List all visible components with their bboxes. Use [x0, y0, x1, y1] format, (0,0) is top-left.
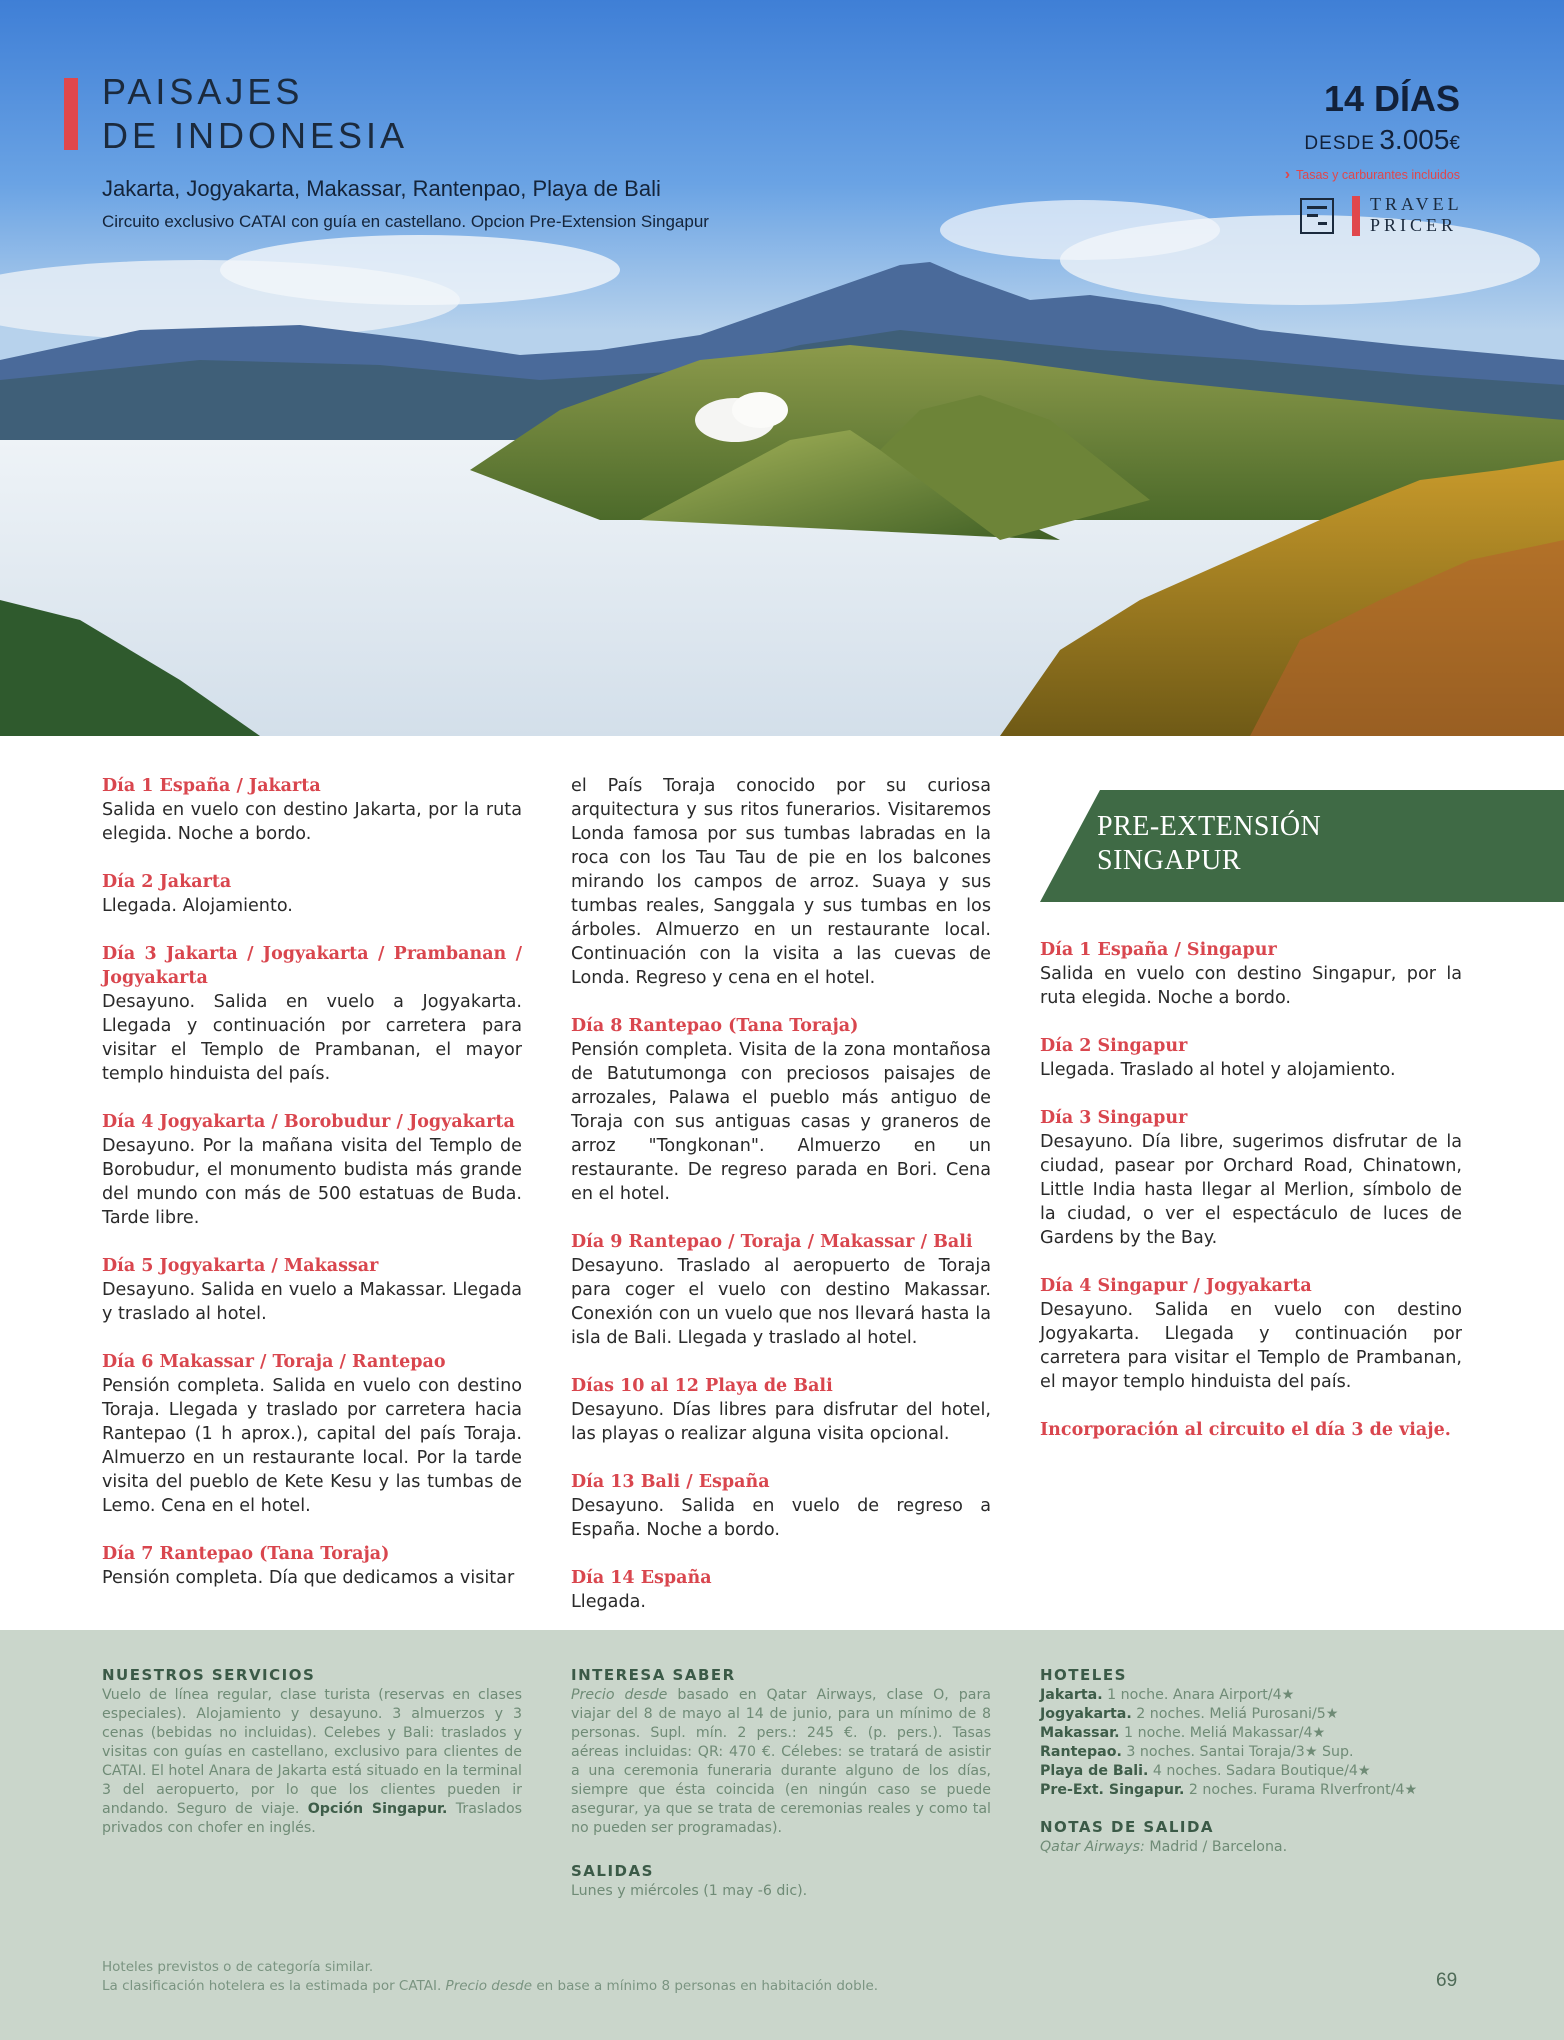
- page-title: [102, 70, 408, 158]
- price-from-italic: Precio desde: [571, 1687, 668, 1703]
- pre-extension-title-line-2: SINGAPUR: [1097, 845, 1242, 876]
- day-text: Desayuno. Salida en vuelo a Jogyakarta. Llegada y continuación por carretera para visitar el Templo de Prambanan, el mayor templo hinduista del país.: [102, 992, 522, 1084]
- footer-note-part-b: Precio desde: [445, 1978, 533, 1994]
- footer-note-line-1: Hoteles previstos o de categoría similar.: [102, 1959, 374, 1975]
- footer-note-line-2: [102, 1977, 878, 1996]
- hotel-item: [1040, 1686, 1462, 1705]
- airline-name: Qatar Airways:: [1040, 1839, 1145, 1855]
- services-box: [102, 1666, 522, 1838]
- services-heading: NUESTROS SERVICIOS: [102, 1666, 316, 1684]
- day-title: Días 10 al 12 Playa de Bali: [571, 1376, 833, 1396]
- departure-notes-heading: NOTAS DE SALIDA: [1040, 1818, 1215, 1836]
- itinerary-day: [571, 1566, 991, 1614]
- hotel-item: [1040, 1762, 1462, 1781]
- day-title: Día 4 Singapur / Jogyakarta: [1040, 1276, 1312, 1296]
- itinerary-column-1: [102, 774, 522, 1614]
- chevron-right-icon: ›: [1284, 166, 1291, 183]
- hotel-item: [1040, 1724, 1462, 1743]
- day-title: Día 1 España / Jakarta: [102, 776, 321, 796]
- day-text: Desayuno. Salida en vuelo de regreso a España. Noche a bordo.: [571, 1496, 991, 1540]
- interest-text: [571, 1686, 991, 1838]
- price-amount: 3.005: [1379, 124, 1450, 155]
- day-text: Desayuno. Salida en vuelo con destino Jogyakarta. Llegada y continuación por carretera para visitar el Templo de Prambanan, el mayor templo hinduista del país.: [1040, 1300, 1462, 1392]
- day-text: Desayuno. Día libre, sugerimos disfrutar de la ciudad, pasear por Orchard Road, Chinatown, Little India hasta llegar al Merlion, símbolo de la ciudad, o ver el espectáculo de luces de Gardens by the Bay.: [1040, 1132, 1462, 1248]
- hotel-item: [1040, 1781, 1462, 1800]
- day-title: Día 7 Rantepao (Tana Toraja): [102, 1544, 390, 1564]
- calculator-icon: [1300, 198, 1334, 234]
- itinerary-day: [102, 774, 522, 846]
- itinerary-day: [102, 870, 522, 918]
- hotel-city: Rantepao.: [1040, 1744, 1122, 1760]
- footer-note: [102, 1958, 878, 1996]
- price-from: [1304, 124, 1460, 156]
- day-title: Día 9 Rantepao / Toraja / Makassar / Bali: [571, 1232, 973, 1252]
- price-currency: €: [1449, 133, 1460, 154]
- price-from-label: DESDE: [1304, 133, 1375, 154]
- title-accent-bar: [64, 78, 78, 150]
- itinerary-day: [571, 1470, 991, 1542]
- pre-extension-day: [1040, 1106, 1462, 1250]
- day-text: Desayuno. Salida en vuelo a Makassar. Llegada y traslado al hotel.: [102, 1280, 522, 1324]
- day-title: Día 5 Jogyakarta / Makassar: [102, 1256, 379, 1276]
- hotel-detail: 1 noche. Anara Airport/4★: [1102, 1687, 1295, 1703]
- day-title: Día 4 Jogyakarta / Borobudur / Jogyakarta: [102, 1112, 515, 1132]
- interest-box: [571, 1666, 991, 1901]
- day-title: Día 2 Singapur: [1040, 1036, 1188, 1056]
- route-cities: Jakarta, Jogyakarta, Makassar, Rantenpao, Playa de Bali: [102, 176, 661, 201]
- day-text: Desayuno. Por la mañana visita del Templo de Borobudur, el monumento budista más grande del mundo con más de 500 estatuas de Buda. Tarde libre.: [102, 1136, 522, 1228]
- day-text: Pensión completa. Salida en vuelo con destino Toraja. Llegada y traslado por carretera hacia Rantepao (1 h aprox.), capital del país Toraja. Almuerzo en un restaurante local. Por la tarde visita del pueblo de Kete Kesu y las tumbas de Lemo. Cena en el hotel.: [102, 1376, 522, 1516]
- title-line-2: DE INDONESIA: [102, 115, 409, 156]
- hotel-detail: 2 noches. Meliá Purosani/5★: [1131, 1706, 1339, 1722]
- title-line-1: PAISAJES: [102, 71, 304, 112]
- day-text: Llegada. Alojamiento.: [102, 896, 293, 916]
- itinerary-day: [102, 1542, 522, 1590]
- itinerary-day: [102, 1110, 522, 1230]
- pricer-accent-bar: [1352, 196, 1360, 236]
- singapore-option-text: Traslados privados con chofer en inglés.: [102, 1801, 523, 1836]
- pricer-line-2: PRICER: [1370, 215, 1458, 235]
- day-title: Día 2 Jakarta: [102, 872, 232, 892]
- departures-heading: SALIDAS: [571, 1862, 654, 1880]
- itinerary-day-continued: [571, 774, 991, 990]
- hotel-detail: 2 noches. Furama RIverfront/4★: [1184, 1782, 1418, 1798]
- hotel-detail: 4 noches. Sadara Boutique/4★: [1148, 1763, 1371, 1779]
- pre-extension-title: [1097, 810, 1321, 878]
- departures-text: Lunes y miércoles (1 may -6 dic).: [571, 1883, 808, 1899]
- day-text: Llegada.: [571, 1592, 647, 1612]
- interest-description: basado en Qatar Airways, clase O, para viajar del 8 de mayo al 14 de junio, para un mínimo de 8 personas. Supl. mín. 2 pers.: 245 €. (p. pers.). Tasas aéreas incluidas: QR: 470 €. Célebes: se tratará de asistir a una ceremonia funeraria durante alguno de los días, siempre que ésta coincida (en ningún caso se puede asegurar, ya que se trata de ceremonias reales y como tal no pueden ser programadas).: [571, 1687, 991, 1836]
- day-text: Pensión completa. Día que dedicamos a visitar: [102, 1568, 515, 1588]
- pre-extension-day: [1040, 938, 1462, 1010]
- day-title: Día 14 España: [571, 1568, 712, 1588]
- pre-extension-day: [1040, 1274, 1462, 1394]
- day-title: Día 6 Makassar / Toraja / Rantepao: [102, 1352, 446, 1372]
- itinerary-day: [571, 1230, 991, 1350]
- itinerary-column-2: [571, 774, 991, 1638]
- day-title: Día 1 España / Singapur: [1040, 940, 1277, 960]
- page-number: 69: [1436, 1970, 1458, 1991]
- hotel-city: Pre-Ext. Singapur.: [1040, 1782, 1185, 1798]
- pre-extension-title-line-1: PRE-EXTENSIÓN: [1097, 811, 1322, 842]
- pricer-line-1: TRAVEL: [1370, 194, 1463, 214]
- departure-cities: Madrid / Barcelona.: [1144, 1839, 1288, 1855]
- singapore-option-label: Opción Singapur.: [307, 1801, 448, 1817]
- hotel-detail: 3 noches. Santai Toraja/3★ Sup.: [1121, 1744, 1354, 1760]
- day-text: Pensión completa. Visita de la zona montañosa de Batutumonga con preciosos paisajes de arrozales, Palawa el pueblo más antiguo de Toraja con sus antiguas casas y graneros de arroz "Tongkonan". Almuerzo en un restaurante. De regreso parada en Bori. Cena en el hotel.: [571, 1040, 991, 1204]
- trip-duration: 14 DÍAS: [1323, 78, 1460, 119]
- hotel-city: Jakarta.: [1040, 1687, 1103, 1703]
- hotel-city: Playa de Bali.: [1040, 1763, 1149, 1779]
- incorporation-note: Incorporación al circuito el día 3 de viaje.: [1040, 1420, 1451, 1440]
- interest-heading: INTERESA SABER: [571, 1666, 736, 1684]
- day-title: Día 3 Jakarta / Jogyakarta / Prambanan / Jogyakarta: [102, 944, 522, 988]
- day-text: Salida en vuelo con destino Jakarta, por la ruta elegida. Noche a bordo.: [102, 800, 522, 844]
- departure-notes-text: [1040, 1838, 1462, 1857]
- itinerary-day: [571, 1014, 991, 1206]
- footer-note-part-a: La clasificación hotelera es la estimada por CATAI.: [102, 1978, 446, 1994]
- services-description: Vuelo de línea regular, clase turista (reservas en clases especiales). Alojamiento y desayuno. 3 almuerzos y 3 cenas (bebidas no incluidas). Celebes y Bali: traslados y visitas con guías en castellano, exclusivo para clientes de CATAI. El hotel Anara de Jakarta está situado en la terminal 3 del aeropuerto, por lo que los clientes pueden ir andando. Seguro de viaje.: [102, 1687, 522, 1817]
- travel-pricer-logo: [1370, 194, 1463, 236]
- day-text: Desayuno. Traslado al aeropuerto de Toraja para coger el vuelo con destino Makassar. Conexión con un vuelo que nos llevará hasta la isla de Bali. Llegada y traslado al hotel.: [571, 1256, 991, 1348]
- hotel-city: Jogyakarta.: [1040, 1706, 1132, 1722]
- itinerary-day: [571, 1374, 991, 1446]
- hero-image: [0, 0, 1564, 736]
- pre-extension-day: [1040, 1034, 1462, 1082]
- services-text: [102, 1686, 522, 1838]
- day-title: Día 3 Singapur: [1040, 1108, 1188, 1128]
- hotels-heading: HOTELES: [1040, 1666, 1127, 1684]
- day-title: Día 13 Bali / España: [571, 1472, 770, 1492]
- taxes-note-text: Tasas y carburantes incluidos: [1296, 168, 1460, 182]
- taxes-note: [1285, 166, 1460, 184]
- hotel-detail: 1 noche. Meliá Makassar/4★: [1119, 1725, 1326, 1741]
- pre-extension-column: [1040, 938, 1462, 1442]
- day-text: el País Toraja conocido por su curiosa arquitectura y sus ritos funerarios. Visitaremos Londa famosa por sus tumbas labradas en la roca con los Tau Tau de pie en los balcones mirando los campos de arroz. Suaya y sus tumbas reales, Sanggala y sus tumbas en los árboles. Almuerzo en un restaurante local. Continuación con la visita a las cuevas de Londa. Regreso y cena en el hotel.: [571, 776, 991, 988]
- itinerary-day: [102, 1254, 522, 1326]
- footer-note-part-c: en base a mínimo 8 personas en habitación doble.: [532, 1978, 879, 1994]
- day-text: Desayuno. Días libres para disfrutar del hotel, las playas o realizar alguna visita opcional.: [571, 1400, 991, 1444]
- hotel-city: Makassar.: [1040, 1725, 1120, 1741]
- hotels-box: [1040, 1666, 1462, 1857]
- circuit-description: Circuito exclusivo CATAI con guía en castellano. Opcion Pre-Extension Singapur: [102, 212, 709, 231]
- itinerary-day: [102, 1350, 522, 1518]
- hotel-item: [1040, 1743, 1462, 1762]
- day-text: Salida en vuelo con destino Singapur, por la ruta elegida. Noche a bordo.: [1040, 964, 1462, 1008]
- day-text: Llegada. Traslado al hotel y alojamiento.: [1040, 1060, 1396, 1080]
- hotel-item: [1040, 1705, 1462, 1724]
- itinerary-day: [102, 942, 522, 1086]
- day-title: Día 8 Rantepao (Tana Toraja): [571, 1016, 859, 1036]
